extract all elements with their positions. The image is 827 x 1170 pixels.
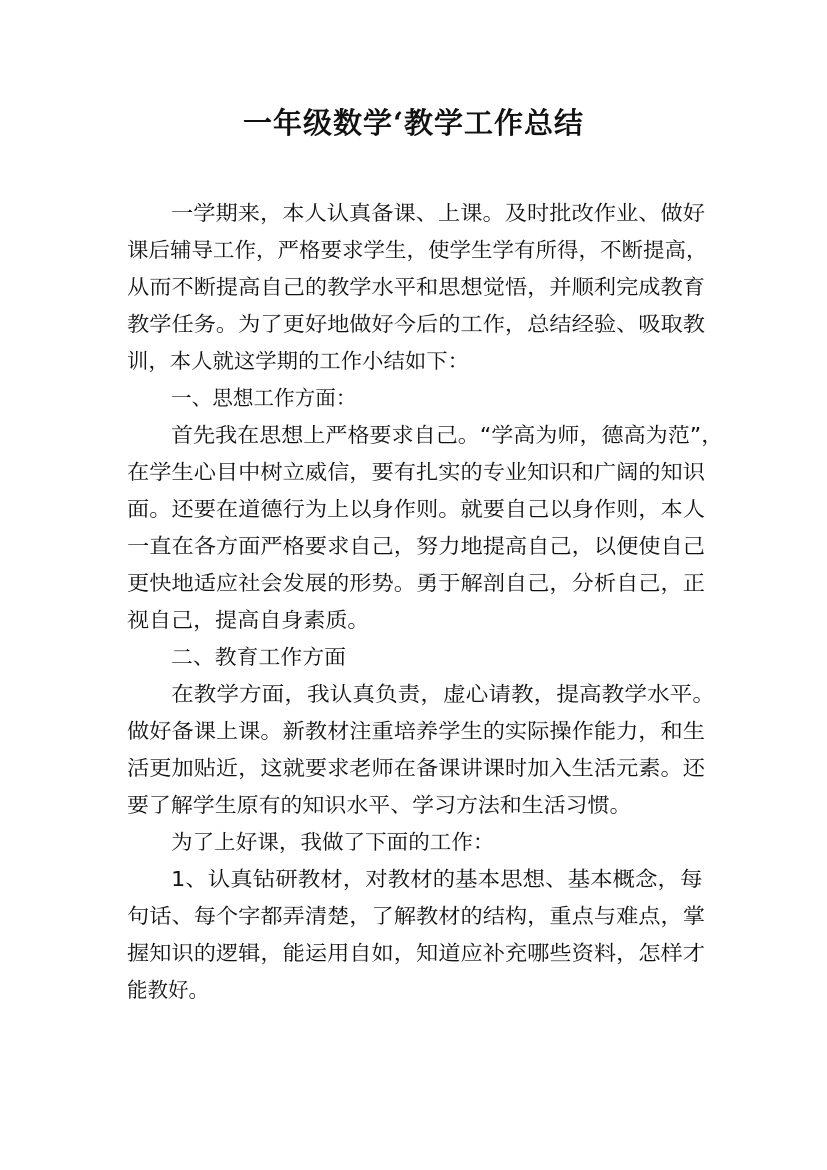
paragraph-line: 要了解学生原有的知识水平、学习方法和生活习惯。 <box>127 793 632 817</box>
paragraph-line: 握知识的逻辑，能运用自如，知道应补充哪些资料，怎样才 <box>127 941 705 965</box>
paragraph-line: 课后辅导工作，严格要求学生，使学生学有所得，不断提高， <box>127 238 708 262</box>
paragraph-line: 一直在各方面严格要求自己，努力地提高自己，以便使自己 <box>127 534 705 558</box>
paragraph-line: 首先我在思想上严格要求自己。“学高为师，德高为范”， <box>171 423 724 447</box>
paragraph-line: 能教好。 <box>127 978 209 1002</box>
paragraph-line: 做好备课上课。新教材注重培养学生的实际操作能力，和生 <box>127 719 705 743</box>
paragraph-line: 为了上好课，我做了下面的工作： <box>171 830 495 854</box>
section-heading: 一、思想工作方面： <box>171 386 357 410</box>
paragraph-line: 面。还要在道德行为上以身作则。就要自己以身作则，本人 <box>127 497 705 521</box>
paragraph-line: 在教学方面，我认真负责，虚心请教，提高教学水平。 <box>171 682 715 706</box>
paragraph-line: 教学任务。为了更好地做好今后的工作，总结经验、吸取教 <box>127 312 705 336</box>
paragraph-line: 在学生心目中树立威信，要有扎实的专业知识和广阔的知识 <box>127 460 705 484</box>
document-title: 一年级数学‘教学工作总结 <box>242 106 585 140</box>
section-heading: 二、教育工作方面 <box>171 645 346 669</box>
paragraph-line: 活更加贴近，这就要求老师在备课讲课时加入生活元素。还 <box>127 756 705 780</box>
paragraph-line: 一学期来，本人认真备课、上课。及时批改作业、做好 <box>171 201 705 225</box>
paragraph-line: 视自己，提高自身素质。 <box>127 608 370 632</box>
paragraph-line: 1、认真钻研教材，对教材的基本思想、基本概念，每 <box>171 867 703 891</box>
paragraph-line: 从而不断提高自己的教学水平和思想觉悟，并顺利完成教育 <box>127 275 705 299</box>
paragraph-line: 更快地适应社会发展的形势。勇于解剖自己，分析自己，正 <box>127 571 705 595</box>
paragraph-line: 训，本人就这学期的工作小结如下： <box>127 349 469 373</box>
paragraph-line: 句话、每个字都弄清楚，了解教材的结构，重点与难点，掌 <box>127 904 705 928</box>
